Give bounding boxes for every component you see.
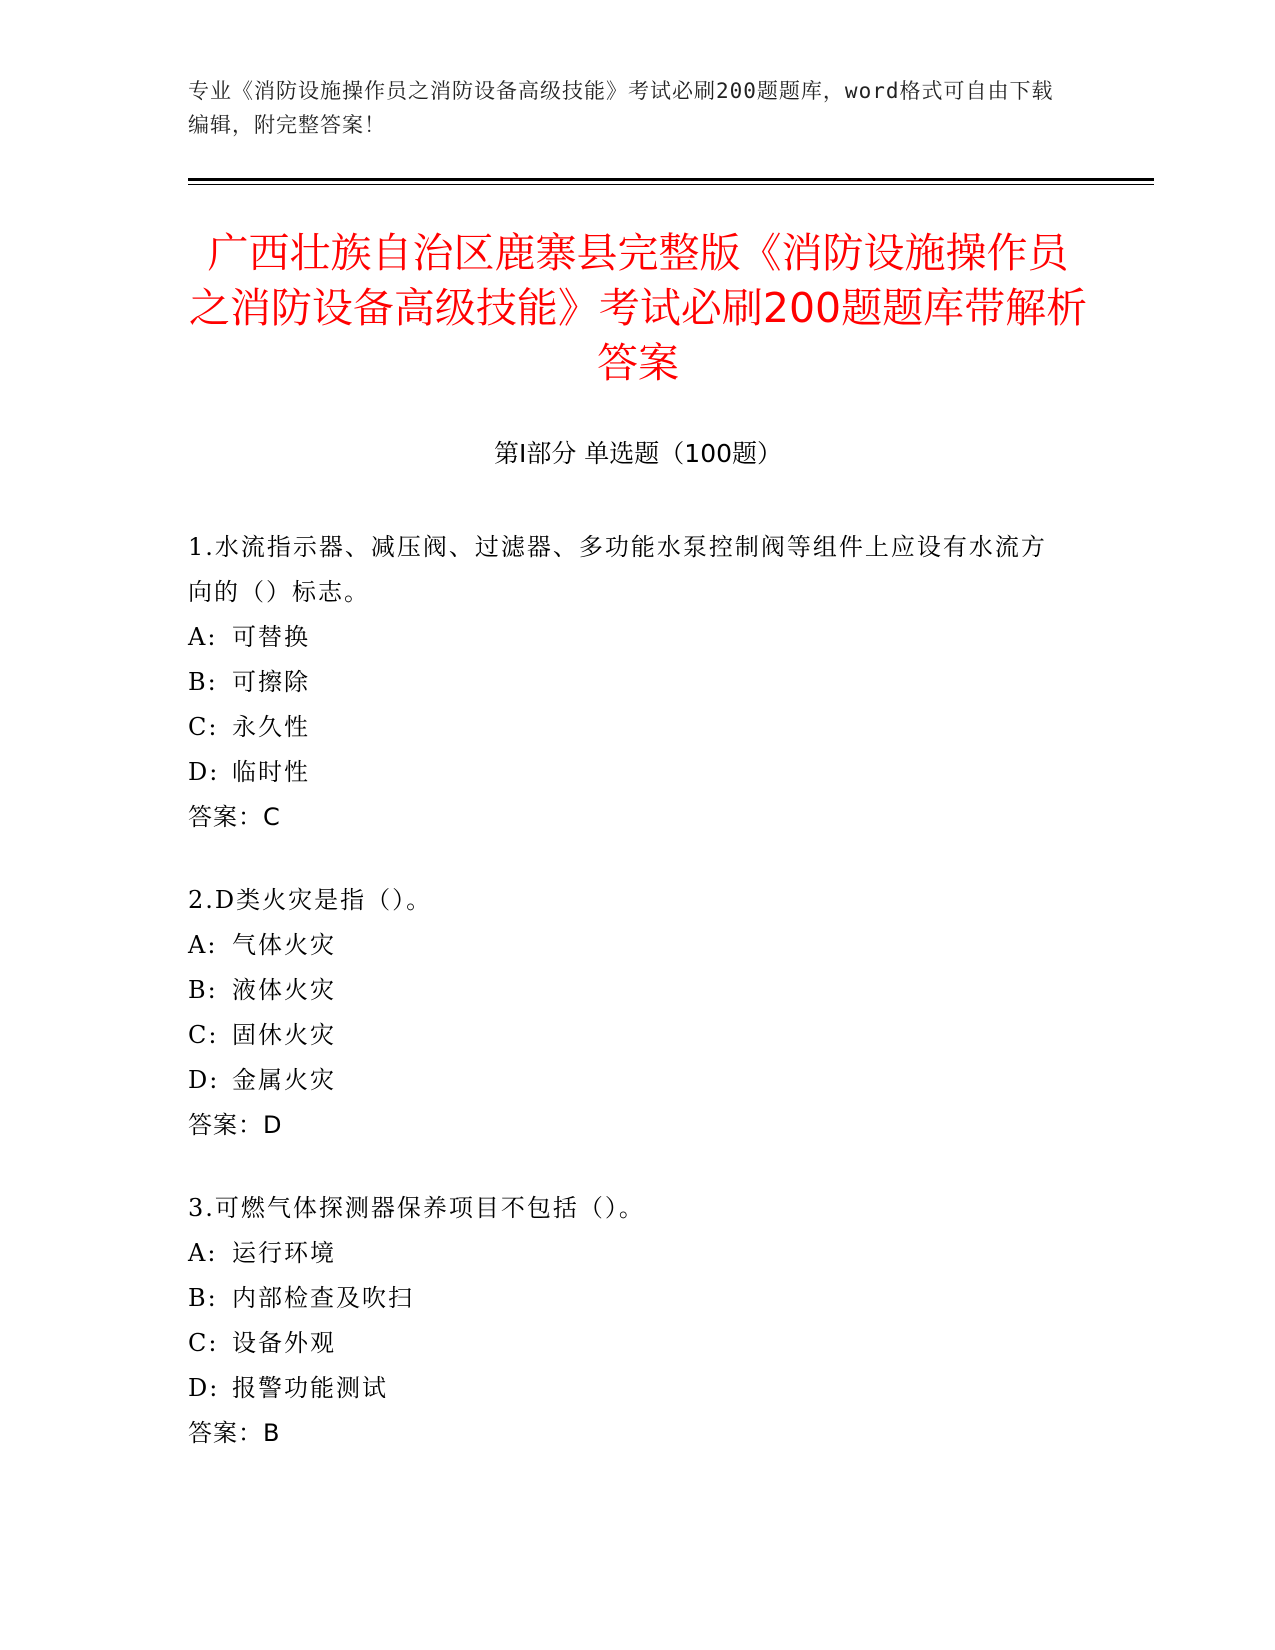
option-b [188, 968, 1068, 1013]
option-letter: C: [188, 713, 219, 741]
header-note: 专业《消防设施操作员之消防设备高级技能》考试必刷200题题库，word格式可自由下载编辑，附完整答案！ [188, 79, 1054, 137]
question-list [188, 525, 1068, 1494]
question-text: 2.D类火灾是指（）。 [188, 886, 433, 914]
option-d [188, 1058, 1068, 1103]
option-text: 固休火灾 [232, 1021, 336, 1049]
header-rule-thick [188, 178, 1154, 181]
option-d [188, 750, 1068, 795]
option-letter: C: [188, 1329, 219, 1357]
option-a [188, 615, 1068, 660]
option-letter: B: [188, 668, 218, 696]
option-b [188, 660, 1068, 705]
option-c [188, 705, 1068, 750]
option-letter: A: [188, 623, 218, 651]
question-text: 1.水流指示器、减压阀、过滤器、多功能水泵控制阀等组件上应设有水流方向的（）标志。 [188, 533, 1047, 606]
option-text: 内部检查及吹扫 [232, 1284, 414, 1312]
question-item [188, 1186, 1068, 1456]
document-title: 广西壮族自治区鹿寨县完整版《消防设施操作员之消防设备高级技能》考试必刷200题题库带解析答案 [188, 229, 1088, 387]
option-d [188, 1366, 1068, 1411]
answer-line: 答案：D [188, 1111, 283, 1139]
option-text: 气体火灾 [232, 931, 336, 959]
option-text: 金属火灾 [232, 1066, 336, 1094]
option-b [188, 1276, 1068, 1321]
question-item [188, 525, 1068, 840]
option-letter: A: [188, 1239, 218, 1267]
header-rule-thin [188, 184, 1154, 185]
option-a [188, 1231, 1068, 1276]
option-c [188, 1321, 1068, 1366]
option-a [188, 923, 1068, 968]
answer-line: 答案：B [188, 1419, 281, 1447]
answer-line: 答案：C [188, 803, 281, 831]
option-letter: B: [188, 976, 218, 1004]
option-c [188, 1013, 1068, 1058]
option-text: 临时性 [232, 758, 310, 786]
question-text: 3.可燃气体探测器保养项目不包括（）。 [188, 1194, 645, 1222]
section-heading: 第I部分 单选题（100题） [493, 439, 783, 468]
option-text: 运行环境 [232, 1239, 336, 1267]
option-letter: C: [188, 1021, 219, 1049]
option-letter: D: [188, 1066, 220, 1094]
option-text: 永久性 [232, 713, 310, 741]
option-text: 可擦除 [232, 668, 310, 696]
option-letter: D: [188, 758, 220, 786]
option-text: 报警功能测试 [232, 1374, 388, 1402]
option-letter: D: [188, 1374, 220, 1402]
option-letter: A: [188, 931, 218, 959]
option-text: 液体火灾 [232, 976, 336, 1004]
option-letter: B: [188, 1284, 218, 1312]
option-text: 设备外观 [232, 1329, 336, 1357]
question-item [188, 878, 1068, 1148]
option-text: 可替换 [232, 623, 310, 651]
